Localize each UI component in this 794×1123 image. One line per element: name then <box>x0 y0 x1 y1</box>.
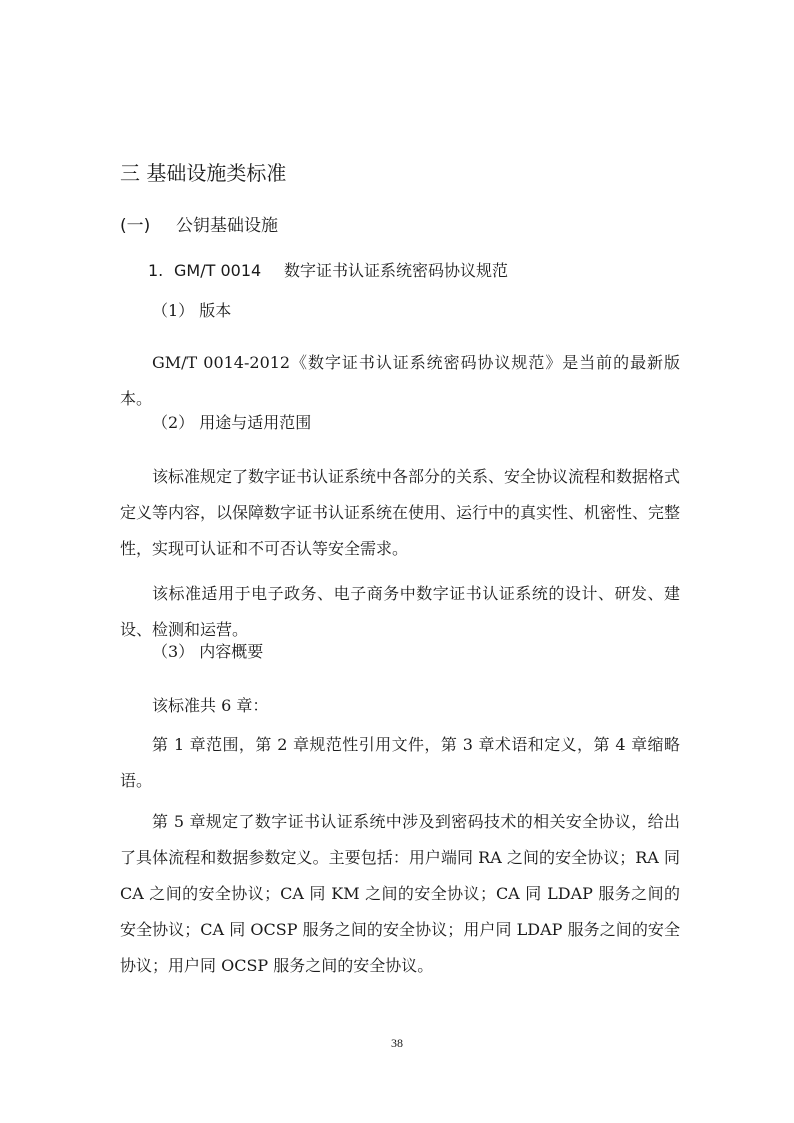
summary-paragraph-3: 第 5 章规定了数字证书认证系统中涉及到密码技术的相关安全协议，给出了具体流程和数据参数定义。主要包括：用户端同 RA 之间的安全协议；RA 同 CA 之间的安全协议；CA 同 KM 之间的安全协议；CA 同 LDAP 服务之间的安全协议；CA 同 OCSP 服务之间的安全协议；用户同 LDAP 服务之间的安全协议；用户同 OCSP 服务之间的安全协议。 <box>120 812 680 975</box>
scope-paragraph-1: 该标准规定了数字证书认证系统中各部分的关系、安全协议流程和数据格式定义等内容，以保障数字证书认证系统在使用、运行中的真实性、机密性、完整性，实现可认证和不可否认等安全需求。 <box>120 467 681 558</box>
standard-code: GM/T 0014 <box>174 261 262 280</box>
standard-title: 数字证书认证系统密码协议规范 <box>284 261 509 280</box>
summary-heading: （3） 内容概要 <box>152 642 264 661</box>
summary-paragraph-2: 第 1 章范围，第 2 章规范性引用文件，第 3 章术语和定义，第 4 章缩略语。 <box>120 735 680 790</box>
scope-paragraph-2: 该标准适用于电子政务、电子商务中数字证书认证系统的设计、研发、建设、检测和运营。 <box>120 584 680 639</box>
subsection-title: 公钥基础设施 <box>176 216 278 236</box>
subsection-number: (一) <box>120 216 151 236</box>
version-paragraph: GM/T 0014-2012《数字证书认证系统密码协议规范》是当前的最新版本。 <box>120 353 680 408</box>
subsection-heading <box>120 212 278 240</box>
scope-heading: （2） 用途与适用范围 <box>152 413 312 432</box>
version-heading: （1） 版本 <box>152 301 232 320</box>
section-title: 三 基础设施类标准 <box>120 161 287 185</box>
page-number: 38 <box>391 1036 403 1050</box>
standard-heading <box>148 257 508 285</box>
summary-paragraph-1: 该标准共 6 章： <box>152 696 269 715</box>
standard-number: 1. <box>148 261 164 280</box>
